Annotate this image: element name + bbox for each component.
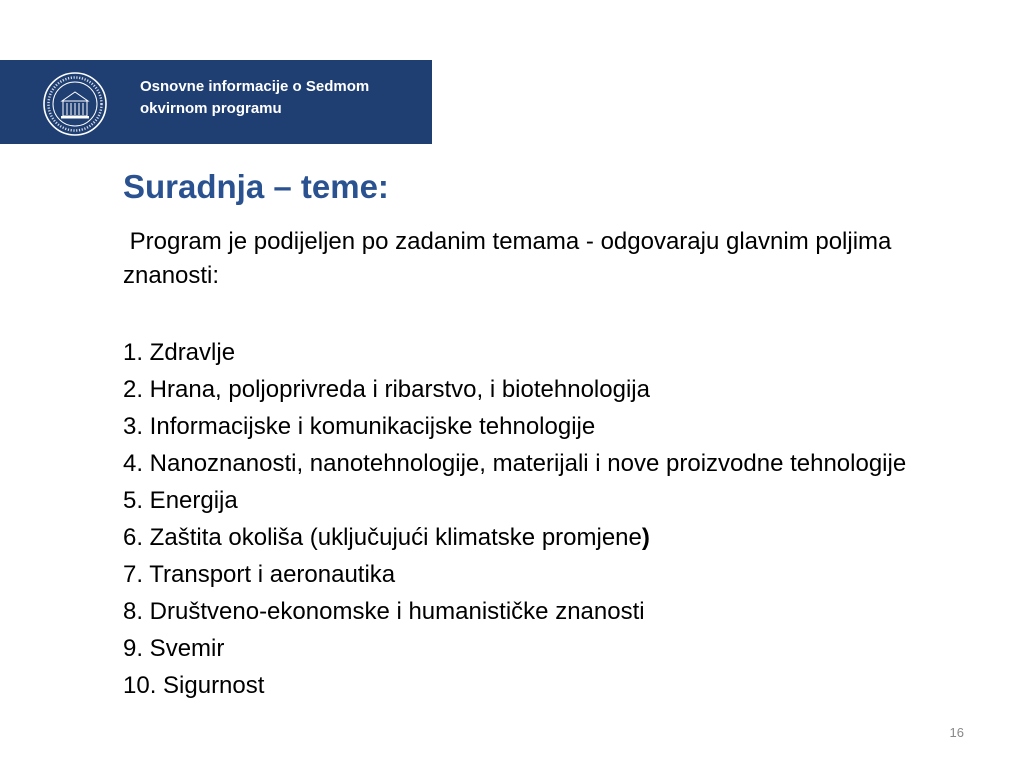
closing-parenthesis: ) [641,524,650,551]
topic-item: 7. Transport i aeronautika [123,561,396,588]
topic-item: 10. Sigurnost [123,672,265,699]
topic-item: 1. Zdravlje [123,339,236,366]
intro-text: Program je podijeljen po zadanim temama - odgovaraju glavnim poljima znanosti: [123,228,899,289]
topic-item: 4. Nanoznanosti, nanotehnologije, materijali i nove proizvodne tehnologije [123,450,907,477]
topic-text: 6. Zaštita okoliša (uključujući klimatske promjene [123,524,642,551]
topic-item [123,519,1003,556]
slide-title: Suradnja – teme: [123,168,389,205]
topic-item: 9. Svemir [123,635,225,662]
topic-item: 8. Društveno-ekonomske i humanističke znanosti [123,598,645,625]
header-title: Osnovne informacije o Sedmom okvirnom programu [140,78,370,117]
page-number: 16 [949,725,964,740]
topic-list [123,334,1003,704]
header-bar [0,60,432,144]
university-seal-icon [42,71,108,137]
topic-item: 2. Hrana, poljoprivreda i ribarstvo, i biotehnologija [123,376,650,403]
topic-item: 3. Informacijske i komunikacijske tehnologije [123,413,596,440]
topic-item: 5. Energija [123,487,238,514]
